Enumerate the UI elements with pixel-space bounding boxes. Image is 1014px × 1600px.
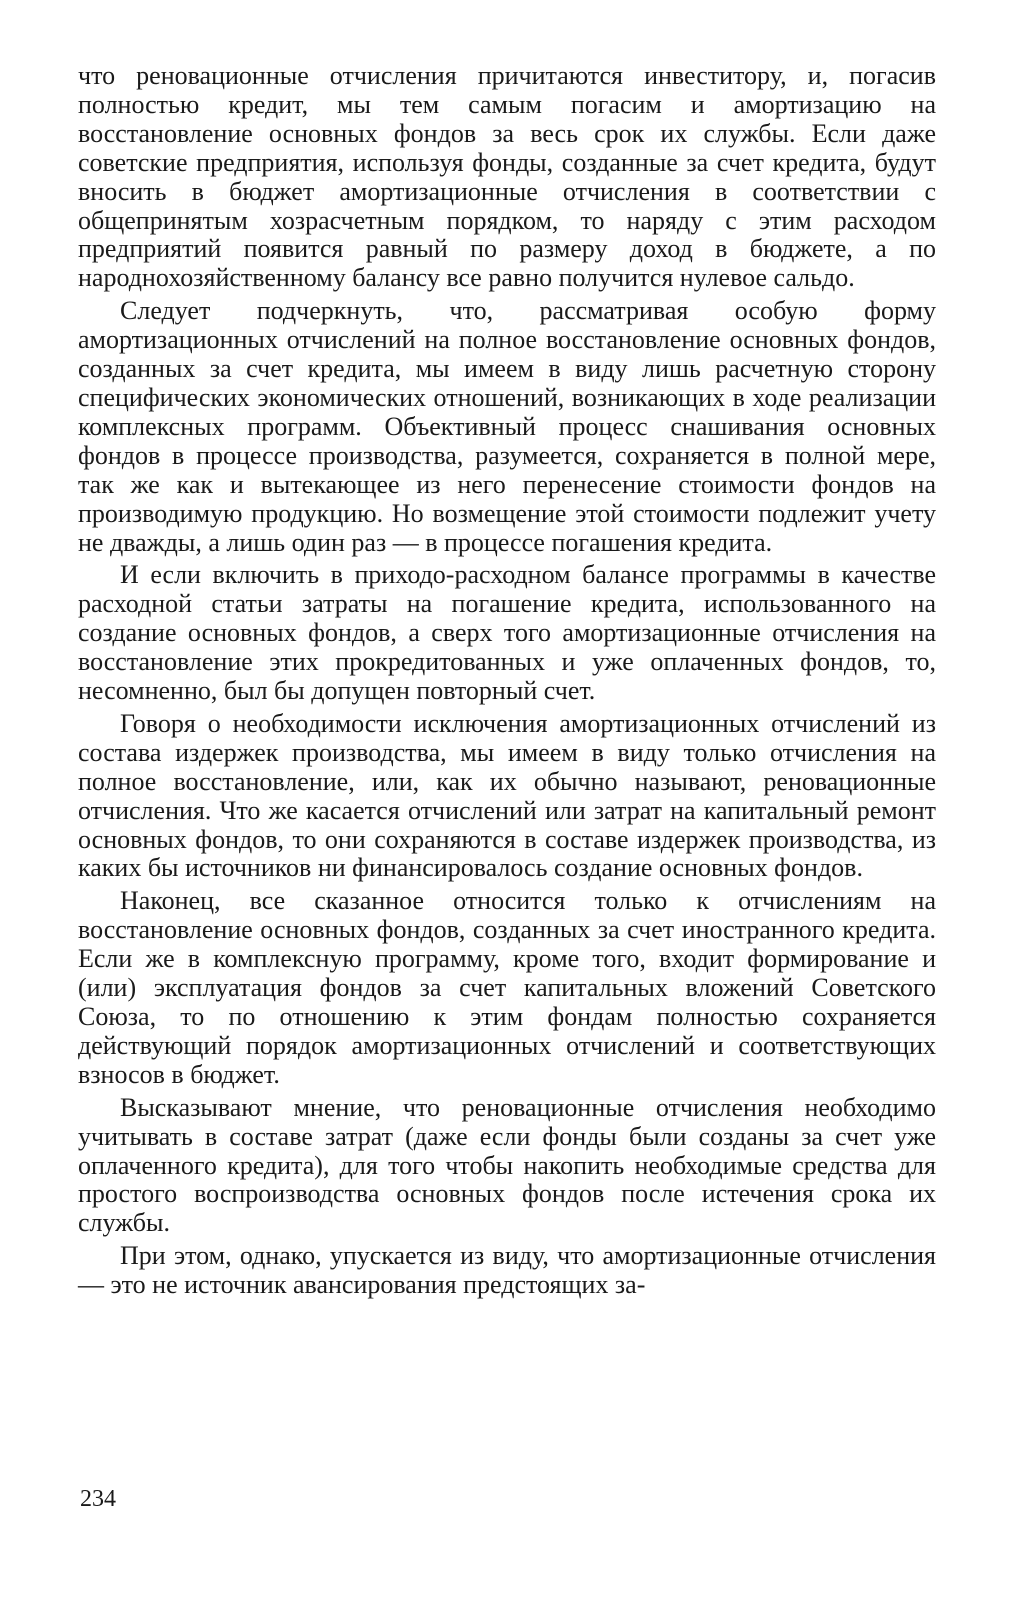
- paragraph: Высказывают мнение, что реновационные отчисления необходимо учитывать в составе затрат (даже если фонды были созданы за счет уже оплаченного кредита), для того чтобы накопить необходимые средства для простого воспроизводства основных фондов после истечения срока их службы.: [78, 1092, 936, 1238]
- paragraph: что реновационные отчисления причитаются инвеститору, и, погасив полностью кредит, мы тем самым погасим и амортизацию на восстановление основных фондов за весь срок их службы. Если даже советские предприятия, используя фонды, созданные за счет кредита, будут вносить в бюджет амортизационные отчисления в соответствии с общепринятым хозрасчетным порядком, то наряду с этим расходом предприятий появится равный по размеру доход в бюджете, а по народнохозяйственному балансу все равно получится нулевое сальдо.: [78, 61, 936, 293]
- page-number: 234: [80, 1486, 116, 1512]
- paragraph: И если включить в приходо-расходном балансе программы в качестве расходной статьи затраты на погашение кредита, использованного на создание основных фондов, а сверх того амортизационные отчисления на восстановление этих прокредитованных и уже оплаченных фондов, то, несомненно, был бы допущен повторный счет.: [78, 560, 936, 706]
- page-text: [78, 62, 936, 1304]
- paragraph: Следует подчеркнуть, что, рассматривая особую форму амортизационных отчислений на полное восстановление основных фондов, созданных за счет кредита, мы имеем в виду лишь расчетную сторону специфических экономических отношений, возникающих в ходе реализации комплексных программ. Объективный процесс снашивания основных фондов в процессе производства, разумеется, сохраняется в полной мере, так же как и вытекающее из него перенесение стоимости фондов на производимую продукцию. Но возмещение этой стоимости подлежит учету не дважды, а лишь один раз — в процессе погашения кредита.: [78, 296, 936, 557]
- paragraph: При этом, однако, упускается из виду, что амортизационные отчисления — это не источник авансирования предстоящих за-: [78, 1241, 936, 1300]
- paragraph: Наконец, все сказанное относится только к отчислениям на восстановление основных фондов, созданных за счет иностранного кредита. Если же в комплексную программу, кроме того, входит формирование и (или) эксплуатация фондов за счет капитальных вложений Советского Союза, то по отношению к этим фондам полностью сохраняется действующий порядок амортизационных отчислений и соответствующих взносов в бюджет.: [78, 886, 936, 1089]
- paragraph: Говоря о необходимости исключения амортизационных отчислений из состава издержек производства, мы имеем в виду только отчисления на полное восстановление, или, как их обычно называют, реновационные отчисления. Что же касается отчислений или затрат на капитальный ремонт основных фондов, то они сохраняются в составе издержек производства, из каких бы источников ни финансировалось создание основных фондов.: [78, 708, 936, 883]
